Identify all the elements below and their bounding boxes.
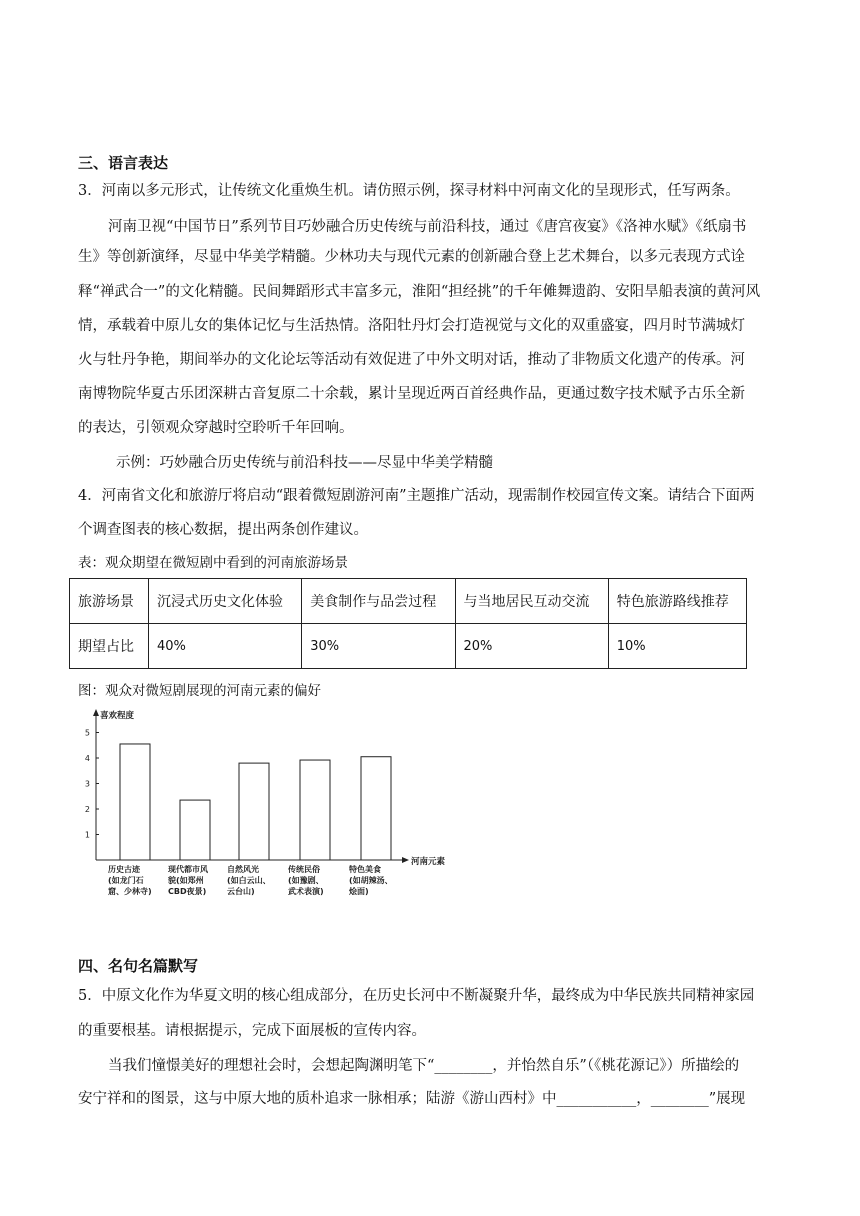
y-axis-label: 喜欢程度	[100, 711, 135, 721]
table-row	[70, 624, 747, 669]
passage-line: 安宁祥和的图景，这与中原大地的质朴追求一脉相承；陆游《游山西村》中___________，________”展现	[78, 1091, 746, 1107]
x-tick-label: 武术表演)	[288, 887, 324, 896]
y-tick-label: 2	[84, 805, 90, 814]
x-tick-label: 自然风光	[227, 865, 259, 874]
x-tick-label: CBD夜景)	[168, 887, 207, 896]
table-cell: 30%	[302, 624, 455, 669]
passage-line: 释“禅武合一”的文化精髓。民间舞蹈形式丰富多元，淮阳“担经挑”的千年傩舞遗韵、安阳旱船表演的黄河风	[78, 284, 761, 300]
table-cell: 旅游场景	[70, 579, 149, 624]
table-cell: 20%	[455, 624, 608, 669]
passage-line: 河南卫视“中国节日”系列节目巧妙融合历史传统与前沿科技，通过《唐宫夜宴》《洛神水赋》《纸扇书	[108, 219, 747, 235]
table-cell: 40%	[149, 624, 302, 669]
x-tick-label: (如豫剧、	[288, 876, 324, 885]
question-4-prompt: 4．河南省文化和旅游厅将启动“跟着微短剧游河南”主题推广活动，现需制作校园宣传文案。请结合下面两	[78, 488, 755, 504]
example-line: 示例：巧妙融合历史传统与前沿科技——尽显中华美学精髓	[116, 455, 493, 471]
x-tick-label: 貌(如郑州	[168, 876, 204, 885]
x-tick-label: 传统民俗	[288, 865, 320, 874]
table-row	[70, 579, 747, 624]
bar	[120, 744, 150, 860]
passage-line: 情，承载着中原儿女的集体记忆与生活热情。洛阳牡丹灯会打造视觉与文化的双重盛宴，四月时节满城灯	[78, 318, 745, 334]
x-tick-label: 现代都市风	[168, 865, 208, 874]
preference-bar-chart	[78, 700, 478, 910]
table-cell: 期望占比	[70, 624, 149, 669]
y-tick-label: 5	[84, 728, 90, 738]
section-heading: 四、名句名篇默写	[78, 957, 199, 975]
section-heading: 三、语言表达	[78, 154, 169, 172]
passage-line: 的表达，引领观众穿越时空聆听千年回响。	[78, 420, 354, 436]
figure-caption: 图：观众对微短剧展现的河南元素的偏好	[78, 683, 321, 699]
passage-line: 生》等创新演绎，尽显中华美学精髓。少林功夫与现代元素的创新融合登上艺术舞台，以多元表现方式诠	[78, 249, 745, 265]
table-cell: 与当地居民互动交流	[455, 579, 608, 624]
y-tick-label: 4	[84, 754, 90, 763]
x-tick-label: 云台山)	[227, 887, 255, 896]
x-tick-label: (如白云山、	[227, 876, 271, 885]
passage-line: 南博物院华夏古乐团深耕古音复原二十余载，累计呈现近两百首经典作品，更通过数字技术赋予古乐全新	[78, 386, 745, 402]
question-5-prompt: 5．中原文化作为华夏文明的核心组成部分，在历史长河中不断凝聚升华，最终成为中华民族共同精神家园	[78, 988, 755, 1004]
table-cell: 沉浸式历史文化体验	[149, 579, 302, 624]
question-5-prompt: 的重要根基。请根据提示，完成下面展板的宣传内容。	[78, 1023, 426, 1039]
x-tick-label: 烩面)	[349, 887, 369, 896]
passage-line: 当我们憧憬美好的理想社会时，会想起陶渊明笔下“________，并怡然自乐”（《桃花源记》）所描绘的	[108, 1058, 740, 1074]
table-cell: 特色旅游路线推荐	[608, 579, 746, 624]
bar	[300, 760, 330, 860]
survey-table	[69, 578, 747, 669]
x-tick-label: 历史古迹	[108, 865, 140, 874]
x-tick-label: 特色美食	[349, 865, 381, 874]
x-tick-label: 窟、少林寺)	[108, 887, 152, 896]
x-axis-arrow	[402, 857, 409, 863]
table-caption: 表：观众期望在微短剧中看到的河南旅游场景	[78, 555, 348, 571]
bar	[180, 800, 210, 860]
y-axis-arrow	[93, 709, 99, 716]
bar	[239, 763, 269, 860]
table-cell: 美食制作与品尝过程	[302, 579, 455, 624]
question-3-prompt: 3．河南以多元形式，让传统文化重焕生机。请仿照示例，探寻材料中河南文化的呈现形式，任写两条。	[78, 183, 740, 199]
passage-line: 火与牡丹争艳，期间举办的文化论坛等活动有效促进了中外文明对话，推动了非物质文化遗产的传承。河	[78, 352, 745, 368]
bar	[361, 757, 391, 860]
y-tick-label: 1	[84, 830, 90, 840]
question-4-prompt: 个调查图表的核心数据，提出两条创作建议。	[78, 522, 368, 538]
y-tick-label: 3	[84, 779, 90, 789]
table-cell: 10%	[608, 624, 746, 669]
x-axis-label: 河南元素	[411, 857, 446, 867]
x-tick-label: (如胡辣汤、	[349, 876, 393, 885]
x-tick-label: (如龙门石	[108, 876, 144, 885]
